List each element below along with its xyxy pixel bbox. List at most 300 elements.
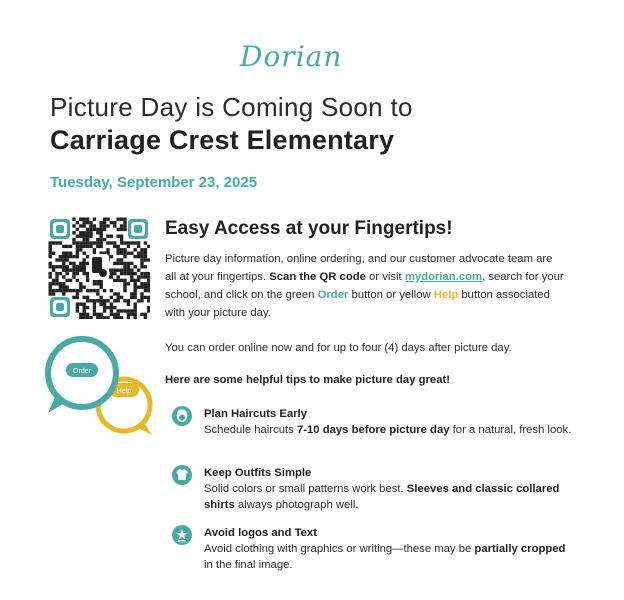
qr-module xyxy=(66,252,69,255)
qr-module xyxy=(96,241,99,244)
qr-module xyxy=(127,272,130,275)
tip-text xyxy=(204,481,574,513)
qr-tap-hand-icon xyxy=(89,254,109,280)
qr-module xyxy=(66,265,69,268)
qr-module xyxy=(83,265,86,268)
qr-module xyxy=(113,306,116,309)
qr-module xyxy=(76,248,79,251)
qr-module xyxy=(110,241,113,244)
qr-module xyxy=(120,252,123,255)
qr-module xyxy=(49,255,52,258)
qr-module xyxy=(113,316,116,319)
qr-module xyxy=(127,313,130,316)
dorian-logo xyxy=(240,40,364,74)
qr-module xyxy=(72,269,75,272)
qr-module xyxy=(147,296,150,299)
tip-text-bold: 7-10 days before picture day xyxy=(296,424,450,436)
qr-module xyxy=(127,303,130,306)
qr-module xyxy=(123,286,126,289)
no-logo-icon xyxy=(172,525,192,545)
mydorian-link[interactable]: mydorian.com xyxy=(404,271,483,283)
help-bubble-label: Help xyxy=(116,388,132,395)
qr-module xyxy=(137,279,140,282)
qr-module xyxy=(117,245,120,248)
qr-module xyxy=(140,258,143,261)
qr-module xyxy=(93,303,96,306)
qr-module xyxy=(100,313,103,316)
qr-module xyxy=(120,269,123,272)
qr-module xyxy=(103,303,106,306)
qr-module xyxy=(62,275,65,278)
qr-module xyxy=(49,289,52,292)
qr-module xyxy=(96,292,99,295)
qr-module xyxy=(55,275,58,278)
qr-module xyxy=(123,255,126,258)
qr-module xyxy=(134,303,137,306)
qr-module xyxy=(130,241,133,244)
qr-module xyxy=(134,296,137,299)
qr-module xyxy=(86,228,89,231)
access-title: Easy Access at your Fingertips! xyxy=(165,218,453,239)
qr-module xyxy=(100,245,103,248)
qr-module xyxy=(140,299,143,302)
qr-module xyxy=(120,279,123,282)
qr-module xyxy=(100,235,103,238)
qr-module xyxy=(123,252,126,255)
qr-module xyxy=(130,313,133,316)
qr-module xyxy=(76,252,79,255)
qr-module xyxy=(89,241,92,244)
qr-module xyxy=(100,299,103,302)
qr-module xyxy=(113,262,116,265)
qr-module xyxy=(106,316,109,319)
qr-module xyxy=(137,269,140,272)
qr-module xyxy=(103,299,106,302)
qr-module xyxy=(130,292,133,295)
qr-module xyxy=(134,313,137,316)
qr-module xyxy=(147,286,150,289)
qr-module xyxy=(100,241,103,244)
qr-module xyxy=(59,282,62,285)
qr-module xyxy=(49,252,52,255)
qr-module xyxy=(83,238,86,241)
qr-module xyxy=(106,235,109,238)
qr-module xyxy=(76,235,79,238)
qr-module xyxy=(127,309,130,312)
qr-module xyxy=(76,306,79,309)
qr-module xyxy=(113,221,116,224)
qr-module xyxy=(93,299,96,302)
qr-module xyxy=(117,252,120,255)
qr-module xyxy=(113,272,116,275)
qr-module xyxy=(140,286,143,289)
qr-module xyxy=(130,275,133,278)
qr-module xyxy=(89,245,92,248)
qr-module xyxy=(79,269,82,272)
qr-module xyxy=(89,235,92,238)
qr-module xyxy=(79,265,82,268)
tips-heading: Here are some helpful tips to make picture day great! xyxy=(165,374,451,386)
qr-module xyxy=(110,296,113,299)
qr-module xyxy=(147,275,150,278)
qr-module xyxy=(140,275,143,278)
qr-module xyxy=(66,269,69,272)
qr-module xyxy=(86,262,89,265)
qr-module xyxy=(100,316,103,319)
qr-module xyxy=(144,252,147,255)
qr-module xyxy=(137,241,140,244)
qr-code-icon[interactable] xyxy=(48,217,150,319)
qr-module xyxy=(120,238,123,241)
qr-module xyxy=(123,241,126,244)
qr-module xyxy=(123,272,126,275)
qr-module xyxy=(86,238,89,241)
qr-module xyxy=(144,272,147,275)
qr-module xyxy=(93,313,96,316)
qr-module xyxy=(144,289,147,292)
scan-qr-text: Scan the QR code xyxy=(269,271,366,283)
qr-module xyxy=(110,269,113,272)
qr-module xyxy=(113,279,116,282)
qr-module xyxy=(83,258,86,261)
qr-module xyxy=(86,245,89,248)
tip-text-bold: partially cropped xyxy=(474,543,566,555)
qr-module xyxy=(100,282,103,285)
qr-module xyxy=(93,241,96,244)
qr-module xyxy=(130,296,133,299)
qr-module xyxy=(86,306,89,309)
qr-module xyxy=(127,241,130,244)
qr-module xyxy=(52,292,55,295)
tip-text-a: Schedule haircuts xyxy=(204,424,297,436)
qr-module xyxy=(134,289,137,292)
qr-module xyxy=(76,255,79,258)
qr-module xyxy=(140,248,143,251)
access-text-5: button associated with your picture day. xyxy=(165,289,550,319)
qr-module xyxy=(76,303,79,306)
qr-module xyxy=(110,255,113,258)
qr-module xyxy=(62,258,65,261)
qr-module xyxy=(103,224,106,227)
qr-module xyxy=(72,289,75,292)
qr-module xyxy=(79,313,82,316)
qr-module xyxy=(113,224,116,227)
qr-module xyxy=(140,292,143,295)
qr-module xyxy=(62,292,65,295)
qr-module xyxy=(79,231,82,234)
qr-module xyxy=(144,296,147,299)
qr-module xyxy=(49,272,52,275)
qr-module xyxy=(76,221,79,224)
qr-module xyxy=(76,241,79,244)
qr-module xyxy=(120,248,123,251)
tip-text-b: always photograph well. xyxy=(234,499,359,511)
qr-module xyxy=(110,272,113,275)
tip-text-a: Avoid clothing with graphics or writing—these may be xyxy=(204,543,475,555)
qr-module xyxy=(144,258,147,261)
qr-module xyxy=(120,258,123,261)
qr-module xyxy=(127,282,130,285)
qr-module xyxy=(72,275,75,278)
qr-module xyxy=(134,316,137,319)
qr-module xyxy=(106,241,109,244)
qr-module xyxy=(117,313,120,316)
qr-module xyxy=(69,252,72,255)
qr-module xyxy=(66,272,69,275)
qr-module xyxy=(120,262,123,265)
tip-title: Plan Haircuts Early xyxy=(204,408,307,420)
qr-module xyxy=(83,313,86,316)
order-word: Order xyxy=(317,289,349,301)
qr-module xyxy=(52,282,55,285)
qr-module xyxy=(144,265,147,268)
qr-module xyxy=(123,248,126,251)
qr-module xyxy=(76,296,79,299)
qr-module xyxy=(123,289,126,292)
qr-module xyxy=(113,292,116,295)
qr-module xyxy=(62,286,65,289)
tip-text-b: in the final image. xyxy=(204,559,293,571)
qr-module xyxy=(100,228,103,231)
qr-module xyxy=(49,265,52,268)
tip-title: Avoid logos and Text xyxy=(204,527,317,539)
qr-module xyxy=(127,245,130,248)
haircut-icon xyxy=(172,406,192,426)
qr-module xyxy=(49,282,52,285)
qr-module xyxy=(83,218,86,221)
qr-module xyxy=(130,272,133,275)
qr-module xyxy=(123,218,126,221)
qr-module xyxy=(55,279,58,282)
qr-module xyxy=(134,279,137,282)
qr-module xyxy=(117,299,120,302)
qr-module xyxy=(96,238,99,241)
qr-module xyxy=(110,221,113,224)
qr-module xyxy=(117,279,120,282)
qr-module xyxy=(59,258,62,261)
qr-module xyxy=(134,255,137,258)
qr-module xyxy=(49,292,52,295)
qr-module xyxy=(117,292,120,295)
qr-module xyxy=(59,272,62,275)
qr-module xyxy=(55,258,58,261)
qr-module xyxy=(117,218,120,221)
qr-module xyxy=(140,255,143,258)
qr-module xyxy=(106,218,109,221)
qr-module xyxy=(72,218,75,221)
qr-module xyxy=(130,262,133,265)
tip-text-bold: Sleeves and classic collared shirts xyxy=(204,483,560,511)
qr-module xyxy=(134,292,137,295)
qr-module xyxy=(144,286,147,289)
qr-module xyxy=(137,245,140,248)
order-bubble-label: Order xyxy=(73,368,91,375)
qr-module xyxy=(72,265,75,268)
qr-module xyxy=(117,235,120,238)
qr-module xyxy=(96,231,99,234)
qr-module xyxy=(123,221,126,224)
qr-module xyxy=(103,306,106,309)
qr-module xyxy=(79,241,82,244)
qr-module xyxy=(103,316,106,319)
qr-module xyxy=(79,235,82,238)
qr-module xyxy=(100,221,103,224)
qr-module xyxy=(106,224,109,227)
qr-module xyxy=(100,224,103,227)
qr-module xyxy=(120,316,123,319)
qr-module xyxy=(100,238,103,241)
access-section xyxy=(165,218,565,322)
tip-text xyxy=(204,422,574,438)
qr-module xyxy=(72,272,75,275)
qr-module xyxy=(127,299,130,302)
order-window-text: You can order online now and for up to four (4) days after picture day. xyxy=(165,342,512,354)
qr-module xyxy=(69,255,72,258)
qr-module xyxy=(140,282,143,285)
qr-module xyxy=(106,306,109,309)
qr-module xyxy=(79,316,82,319)
qr-module xyxy=(127,252,130,255)
qr-module xyxy=(123,282,126,285)
qr-module xyxy=(59,255,62,258)
qr-module xyxy=(72,238,75,241)
qr-module xyxy=(83,221,86,224)
qr-module xyxy=(113,299,116,302)
qr-module xyxy=(89,228,92,231)
order-help-bubbles xyxy=(40,333,165,448)
qr-module xyxy=(62,262,65,265)
qr-module xyxy=(69,245,72,248)
tip-text-b: for a natural, fresh look. xyxy=(449,424,572,436)
qr-module xyxy=(86,235,89,238)
qr-module xyxy=(79,303,82,306)
qr-finder-top-right xyxy=(128,219,148,239)
qr-module xyxy=(86,218,89,221)
qr-module xyxy=(110,313,113,316)
qr-module xyxy=(86,221,89,224)
qr-module xyxy=(100,286,103,289)
qr-module xyxy=(72,262,75,265)
qr-module xyxy=(147,245,150,248)
qr-module xyxy=(123,265,126,268)
qr-module xyxy=(83,241,86,244)
qr-module xyxy=(52,265,55,268)
qr-module xyxy=(140,313,143,316)
qr-module xyxy=(117,258,120,261)
qr-module xyxy=(69,269,72,272)
qr-module xyxy=(86,313,89,316)
qr-module xyxy=(134,306,137,309)
qr-module xyxy=(127,269,130,272)
qr-finder-bottom-left xyxy=(50,297,70,317)
qr-module xyxy=(93,309,96,312)
qr-module xyxy=(117,275,120,278)
qr-module xyxy=(79,286,82,289)
qr-module xyxy=(120,309,123,312)
qr-module xyxy=(140,262,143,265)
qr-module xyxy=(134,272,137,275)
qr-module xyxy=(69,279,72,282)
qr-module xyxy=(127,262,130,265)
qr-module xyxy=(130,279,133,282)
picture-day-date: Tuesday, September 23, 2025 xyxy=(50,174,258,191)
qr-module xyxy=(140,252,143,255)
qr-module xyxy=(83,296,86,299)
qr-module xyxy=(120,218,123,221)
qr-module xyxy=(89,289,92,292)
qr-module xyxy=(144,316,147,319)
qr-module xyxy=(100,231,103,234)
qr-module xyxy=(59,289,62,292)
qr-module xyxy=(89,221,92,224)
qr-module xyxy=(134,265,137,268)
qr-module xyxy=(117,248,120,251)
qr-module xyxy=(62,255,65,258)
qr-module xyxy=(79,282,82,285)
qr-module xyxy=(147,282,150,285)
qr-module xyxy=(79,262,82,265)
qr-module xyxy=(79,248,82,251)
tip-haircuts-body xyxy=(204,406,574,438)
access-text-3: , search for your school, and click on the green xyxy=(165,271,564,301)
qr-module xyxy=(83,245,86,248)
qr-finder-top-left xyxy=(50,219,70,239)
qr-module xyxy=(66,245,69,248)
qr-module xyxy=(93,306,96,309)
qr-module xyxy=(86,255,89,258)
tip-outfits-body xyxy=(204,465,574,513)
qr-module xyxy=(76,245,79,248)
qr-module xyxy=(93,218,96,221)
qr-module xyxy=(76,265,79,268)
qr-module xyxy=(96,289,99,292)
qr-module xyxy=(117,309,120,312)
qr-module xyxy=(83,316,86,319)
qr-module xyxy=(96,313,99,316)
qr-module xyxy=(147,272,150,275)
qr-module xyxy=(120,272,123,275)
qr-module xyxy=(134,309,137,312)
access-text-2: or visit xyxy=(365,271,405,283)
qr-module xyxy=(147,306,150,309)
qr-module xyxy=(110,235,113,238)
qr-module xyxy=(117,269,120,272)
qr-module xyxy=(66,286,69,289)
qr-module xyxy=(55,289,58,292)
qr-module xyxy=(66,279,69,282)
qr-module xyxy=(62,269,65,272)
qr-module xyxy=(130,252,133,255)
qr-module xyxy=(76,228,79,231)
qr-module xyxy=(144,313,147,316)
qr-module xyxy=(59,241,62,244)
qr-module xyxy=(144,282,147,285)
qr-module xyxy=(89,231,92,234)
qr-module xyxy=(144,248,147,251)
qr-module xyxy=(72,255,75,258)
qr-module xyxy=(137,286,140,289)
qr-module xyxy=(127,316,130,319)
qr-module xyxy=(52,252,55,255)
qr-module xyxy=(147,258,150,261)
qr-module xyxy=(134,241,137,244)
tip-logos-body xyxy=(204,525,574,573)
qr-module xyxy=(93,282,96,285)
qr-module xyxy=(62,245,65,248)
qr-module xyxy=(147,279,150,282)
qr-module xyxy=(120,224,123,227)
qr-module xyxy=(49,275,52,278)
